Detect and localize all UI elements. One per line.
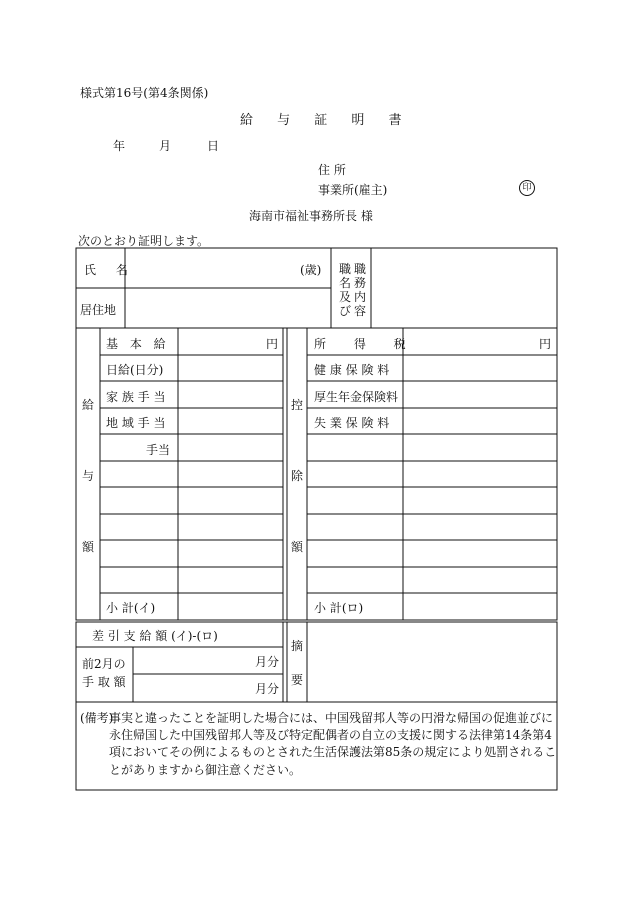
deduction-side-char-1: 控: [291, 398, 304, 412]
addressee: 海南市福祉事務所長 様: [249, 209, 373, 223]
remarks-char-2: 要: [291, 673, 304, 687]
salary-side-char-3: 額: [82, 540, 95, 554]
job-label-col2: 職務内容: [353, 262, 366, 318]
salary-base-label: 基 本 給: [106, 337, 170, 351]
address-label: 住 所: [318, 163, 346, 177]
month-unit-1: 月分: [255, 655, 280, 669]
name-label: 氏 名: [84, 263, 136, 277]
deduction-yen-unit: 円: [539, 337, 552, 351]
salary-family-allowance-label: 家 族 手 当: [106, 390, 166, 404]
deduction-subtotal-label: 小 計(ロ): [314, 601, 364, 615]
salary-daily-label: 日給(日分): [106, 363, 164, 377]
employer-label: 事業所(雇主): [318, 183, 388, 197]
deduction-side-char-2: 除: [291, 469, 304, 483]
pension-insurance-label: 厚生年金保険料: [314, 390, 399, 404]
date-day-label: 日: [207, 139, 220, 153]
age-unit: (歳): [300, 263, 322, 277]
unemployment-insurance-label: 失 業 保 険 料: [314, 416, 390, 430]
residence-label: 居住地: [80, 303, 117, 317]
date-month-label: 月: [159, 139, 172, 153]
salary-regional-allowance-label: 地 域 手 当: [106, 416, 166, 430]
job-label-col1: 職名及び: [338, 262, 351, 318]
prev-takehome-label-2: 手 取 額: [82, 675, 126, 689]
note-head: (備考): [80, 711, 114, 725]
salary-subtotal-label: 小 計(イ): [106, 601, 156, 615]
intro-text: 次のとおり証明します。: [78, 234, 210, 248]
remarks-char-1: 摘: [291, 639, 304, 653]
document-title: 給 与 証 明 書: [240, 113, 412, 128]
health-insurance-label: 健 康 保 険 料: [314, 363, 390, 377]
salary-side-char-1: 給: [82, 398, 95, 412]
seal-mark: 印: [519, 180, 535, 196]
prev-takehome-label-1: 前2月の: [82, 657, 126, 671]
salary-other-allowance-label: 手当: [146, 443, 171, 457]
difference-label: 差 引 支 給 額 (イ)-(ロ): [92, 629, 218, 643]
salary-yen-unit: 円: [266, 337, 279, 351]
deduction-side-char-3: 額: [291, 540, 304, 554]
salary-side-char-2: 与: [82, 469, 95, 483]
note-body: 事実と違ったことを証明した場合には、中国残留邦人等の円滑な帰国の促進並びに永住帰国した中国残留邦人等及び特定配偶者の自立の支援に関する法律第14条第4項においてその例によるものとされた生活保護法第85条の規定により処罰されることがありますから御注意ください。: [109, 711, 557, 777]
month-unit-2: 月分: [255, 682, 280, 696]
form-number: 様式第16号(第4条関係): [80, 86, 209, 100]
income-tax-label: 所 得 税: [314, 337, 418, 351]
date-year-label: 年: [113, 139, 126, 153]
